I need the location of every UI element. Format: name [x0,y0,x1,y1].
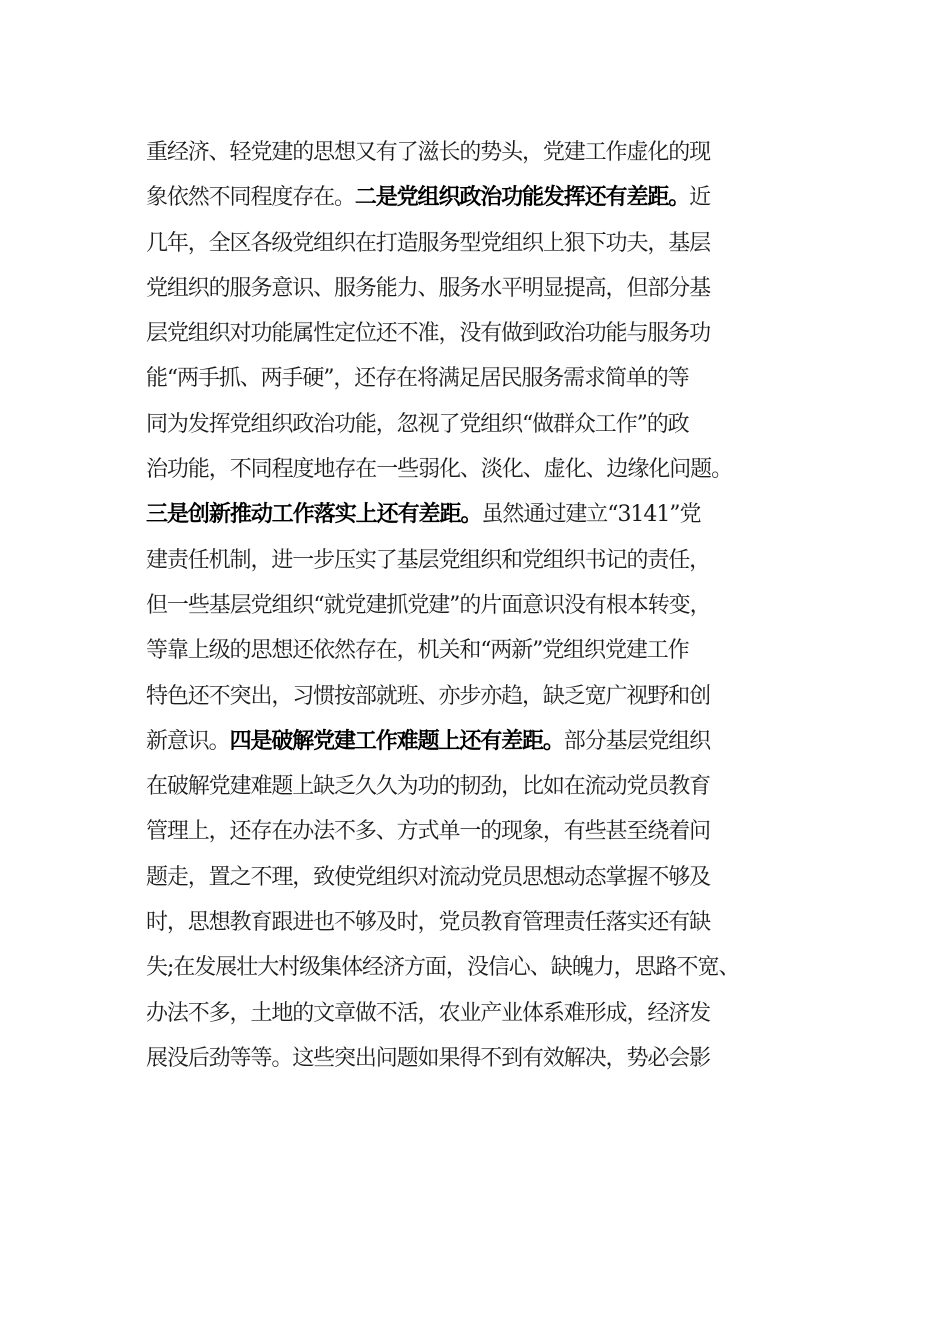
text-line [146,719,826,764]
text-line [146,538,826,583]
text-run: 近 [689,185,711,211]
text-line [146,356,826,401]
text-run: 党组织的服务意识、服务能力、服务水平明显提高，但部分基 [146,275,711,301]
text-line [146,855,826,900]
text-line [146,311,826,356]
bold-heading-phrase: 四是破解党建工作难题上还有差距。 [229,727,564,754]
text-run: 能“两手抓、两手硬”，还存在将满足居民服务需求简单的等 [146,366,689,392]
text-line [146,221,826,266]
text-line [146,674,826,719]
bold-heading-phrase: 三是创新推动工作落实上还有差距。 [146,501,482,528]
text-run: 特色还不突出，习惯按部就班、亦步亦趋，缺乏宽广视野和创 [146,683,711,709]
text-run: 建责任机制，进一步压实了基层党组织和党组织书记的责任， [146,547,711,573]
text-line [146,900,826,945]
text-run: 但一些基层党组织“就党建抓党建”的片面意识没有根本转变， [146,592,711,618]
text-line [146,945,826,990]
text-run: 管理上，还存在办法不多、方式单一的现象，有些甚至绕着问 [146,819,711,845]
text-run: 同为发挥党组织政治功能，忽视了党组织“做群众工作”的政 [146,411,689,437]
text-run: 重经济、轻党建的思想又有了滋长的势头，党建工作虚化的现 [146,140,711,165]
text-line [146,402,826,447]
text-line [146,809,826,854]
text-run: 几年，全区各级党组织在打造服务型党组织上狠下功夫，基层 [146,230,711,256]
text-run: 失;在发展壮大村级集体经济方面，没信心、缺魄力，思路不宽、 [146,955,740,981]
bold-heading-phrase: 二是党组织政治功能发挥还有差距。 [354,184,690,211]
text-line [146,628,826,673]
text-run: 等靠上级的思想还依然存在，机关和“两新”党组织党建工作 [146,638,689,664]
text-run: 展没后劲等等。这些突出问题如果得不到有效解决，势必会影 [146,1045,711,1071]
text-run: 虽然通过建立“3141”党 [481,502,701,528]
text-run: 新意识。 [146,728,230,754]
text-line [146,492,826,537]
text-line [146,130,826,175]
text-line [146,583,826,628]
text-run: 时，思想教育跟进也不够及时，党员教育管理责任落实还有缺 [146,910,711,936]
text-run: 层党组织对功能属性定位还不准，没有做到政治功能与服务功 [146,321,711,347]
text-run: 题走，置之不理，致使党组织对流动党员思想动态掌握不够及 [146,864,711,890]
text-run: 部分基层党组织 [563,728,711,754]
text-run: 象依然不同程度存在。 [146,185,355,211]
text-line [146,764,826,809]
text-line [146,266,826,311]
text-line [146,1036,826,1081]
text-run: 治功能，不同程度地存在一些弱化、淡化、虚化、边缘化问题。 [146,457,733,483]
text-line [146,447,826,492]
text-run: 办法不多，土地的文章做不活，农业产业体系难形成，经济发 [146,1000,711,1026]
body-text [146,130,826,1081]
text-run: 在破解党建难题上缺乏久久为功的韧劲，比如在流动党员教育 [146,774,711,800]
text-line [146,991,826,1036]
text-line [146,175,826,220]
